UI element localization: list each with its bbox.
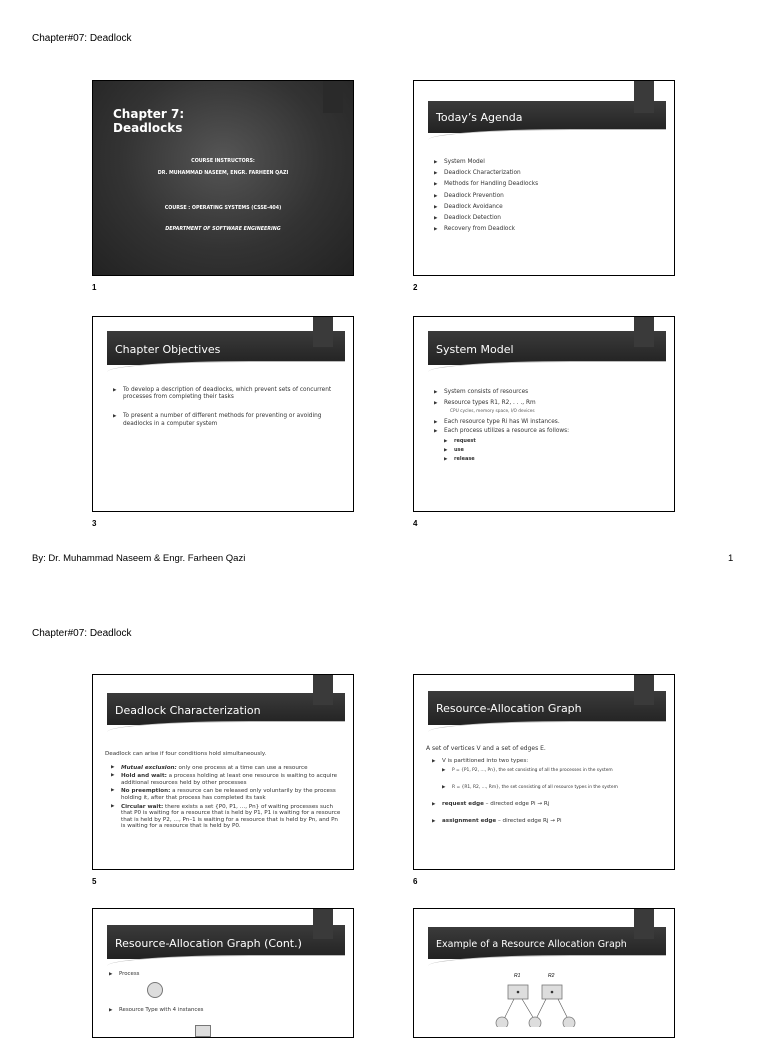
page-footer-number: 1 [728, 553, 734, 564]
objective-item: ▶ To develop a description of deadlocks, which prevent sets of concurrent processes from completing their tasks [113, 387, 341, 401]
instructors: DR. MUHAMMAD NASEEM, ENGR. FARHEEN QAZI [157, 171, 289, 176]
condition-text: only one process at a time can use a resource [176, 764, 308, 771]
course: COURSE : OPERATING SYSTEMS (CSSE-404) [164, 206, 282, 211]
condition-item [111, 765, 341, 772]
sub-item: ▶ release [434, 456, 662, 463]
slide-tab [313, 317, 333, 347]
slide-tab [634, 317, 654, 347]
slide-number: 2 [413, 283, 418, 292]
slide-number: 3 [92, 519, 97, 528]
slide-title: Resource-Allocation Graph [436, 702, 582, 715]
r2-label: R2 [548, 973, 555, 979]
objectives-list [113, 387, 341, 431]
slide-tab [634, 81, 654, 113]
agenda-item: ▶ Deadlock Characterization [434, 170, 662, 177]
process-node [496, 1017, 508, 1027]
condition-text: a resource can be released only voluntarily by the process holding it, after that process has completed its task [121, 788, 336, 801]
edge [504, 999, 514, 1019]
title-line-1: Chapter 7: [113, 107, 185, 121]
list-item: ▶ Resource Type with 4 instances [109, 1007, 341, 1014]
condition-label: Mutual exclusion: [121, 764, 177, 771]
example-graph [484, 981, 594, 1027]
agenda-item: ▶ Methods for Handling Deadlocks [434, 181, 662, 188]
objective-item: ▶ To present a number of different methods for preventing or avoiding deadlocks in a computer system [113, 413, 341, 427]
list-item: ▶ V is partitioned into two types: [432, 758, 662, 765]
list-item: ▶ Each process utilizes a resource as follows: [434, 428, 662, 435]
edge [536, 999, 546, 1019]
edge-label: request edge [442, 800, 484, 807]
slide-title: Resource-Allocation Graph (Cont.) [115, 937, 302, 950]
slide-1 [92, 80, 354, 276]
slide-title: Chapter Objectives [115, 343, 221, 356]
sub-item: ▶ P = {P1, P2, …, Pn}, the set consisting of all the processes in the system [432, 767, 662, 774]
title-banner [428, 691, 666, 725]
condition-item [111, 773, 341, 786]
page-header: Chapter#07: Deadlock [32, 628, 132, 639]
slide-title [113, 107, 184, 135]
agenda-list [434, 159, 662, 237]
intro-text: A set of vertices V and a set of edges E. [426, 745, 546, 752]
page-header: Chapter#07: Deadlock [32, 33, 132, 44]
slide-title: Today’s Agenda [436, 111, 523, 124]
agenda-item: ▶ Deadlock Detection [434, 215, 662, 222]
condition-label: No preemption: [121, 788, 171, 795]
list-item: ▶ Process [109, 971, 341, 978]
sub-item: ▶ use [434, 447, 662, 454]
edge [522, 999, 534, 1019]
edge [558, 999, 568, 1019]
title-line-2: Deadlocks [113, 121, 183, 135]
title-banner [107, 925, 345, 959]
r1-label: R1 [514, 973, 521, 979]
agenda-item: ▶ Recovery from Deadlock [434, 226, 662, 233]
instance-dot [517, 991, 520, 994]
slide-5 [92, 674, 354, 870]
slide-7 [92, 908, 354, 1038]
slide-number: 4 [413, 519, 418, 528]
slide-8 [413, 908, 675, 1038]
list-item: ▶ Each resource type Ri has Wi instances. [434, 419, 662, 426]
rag-list [426, 745, 662, 828]
slide-title: System Model [436, 343, 514, 356]
system-model-list [434, 389, 662, 466]
list-item: ▶ System consists of resources [434, 389, 662, 396]
edge-text: – directed edge Pi → Rj [483, 800, 550, 807]
sub-item: ▶ request [434, 438, 662, 445]
list-item [432, 801, 662, 808]
instructors-label: COURSE INSTRUCTORS: [191, 159, 255, 164]
agenda-item: ▶ Deadlock Avoidance [434, 204, 662, 211]
list-note: CPU cycles, memory space, I/O devices [450, 409, 535, 415]
condition-item [111, 788, 341, 801]
edge-label: assignment edge [442, 818, 497, 825]
slide-tab [634, 675, 654, 705]
slide-number: 1 [92, 283, 97, 292]
resource-box [195, 1025, 211, 1037]
condition-item [111, 804, 341, 830]
condition-label: Hold and wait: [121, 773, 167, 780]
slide-tab [634, 909, 654, 939]
list-item [432, 818, 662, 825]
rag-cont-list [109, 1007, 341, 1017]
process-circle [147, 982, 163, 998]
page-footer-author: By: Dr. Muhammad Naseem & Engr. Farheen Qazi [32, 553, 246, 564]
condition-label: Circular wait: [121, 803, 164, 810]
slide-3 [92, 316, 354, 512]
process-node [563, 1017, 575, 1027]
slide-tab [323, 81, 343, 113]
list-item: ▶ Resource types R1, R2, . . ., Rm [434, 400, 662, 407]
department: DEPARTMENT OF SOFTWARE ENGINEERING [165, 227, 281, 232]
conditions-list [105, 751, 341, 833]
title-banner [428, 331, 666, 365]
process-node [529, 1017, 541, 1027]
agenda-item: ▶ System Model [434, 159, 662, 166]
slide-6 [413, 674, 675, 870]
title-banner [107, 331, 345, 365]
intro-text: Deadlock can arise if four conditions hold simultaneously. [105, 751, 267, 757]
slide-title: Deadlock Characterization [115, 704, 261, 717]
slide-tab [313, 675, 333, 705]
slide-title: Example of a Resource Allocation Graph [436, 939, 627, 950]
condition-text: a process holding at least one resource is waiting to acquire additional resources held by other processes [121, 773, 338, 786]
slide-4 [413, 316, 675, 512]
slide-number: 5 [92, 877, 97, 886]
sub-item: ▶ R = {R1, R2, …, Rm}, the set consisting of all resource types in the system [432, 784, 662, 791]
rag-cont-list [109, 971, 341, 981]
slide-number: 6 [413, 877, 418, 886]
slide-2 [413, 80, 675, 276]
edge-text: – directed edge Rj → Pi [496, 818, 562, 825]
instance-dot [551, 991, 554, 994]
condition-text: there exists a set {P0, P1, …, Pn} of waiting processes such that P0 is waiting for a resource that is held by P1, P1 is waiting for a resource that is held by P2, …, Pn–1 is waiting for a resource that is held by Pn, and Pn is waiting for a resource that is held by P0. [121, 803, 341, 830]
slide-tab [313, 909, 333, 939]
agenda-item: ▶ Deadlock Prevention [434, 193, 662, 200]
